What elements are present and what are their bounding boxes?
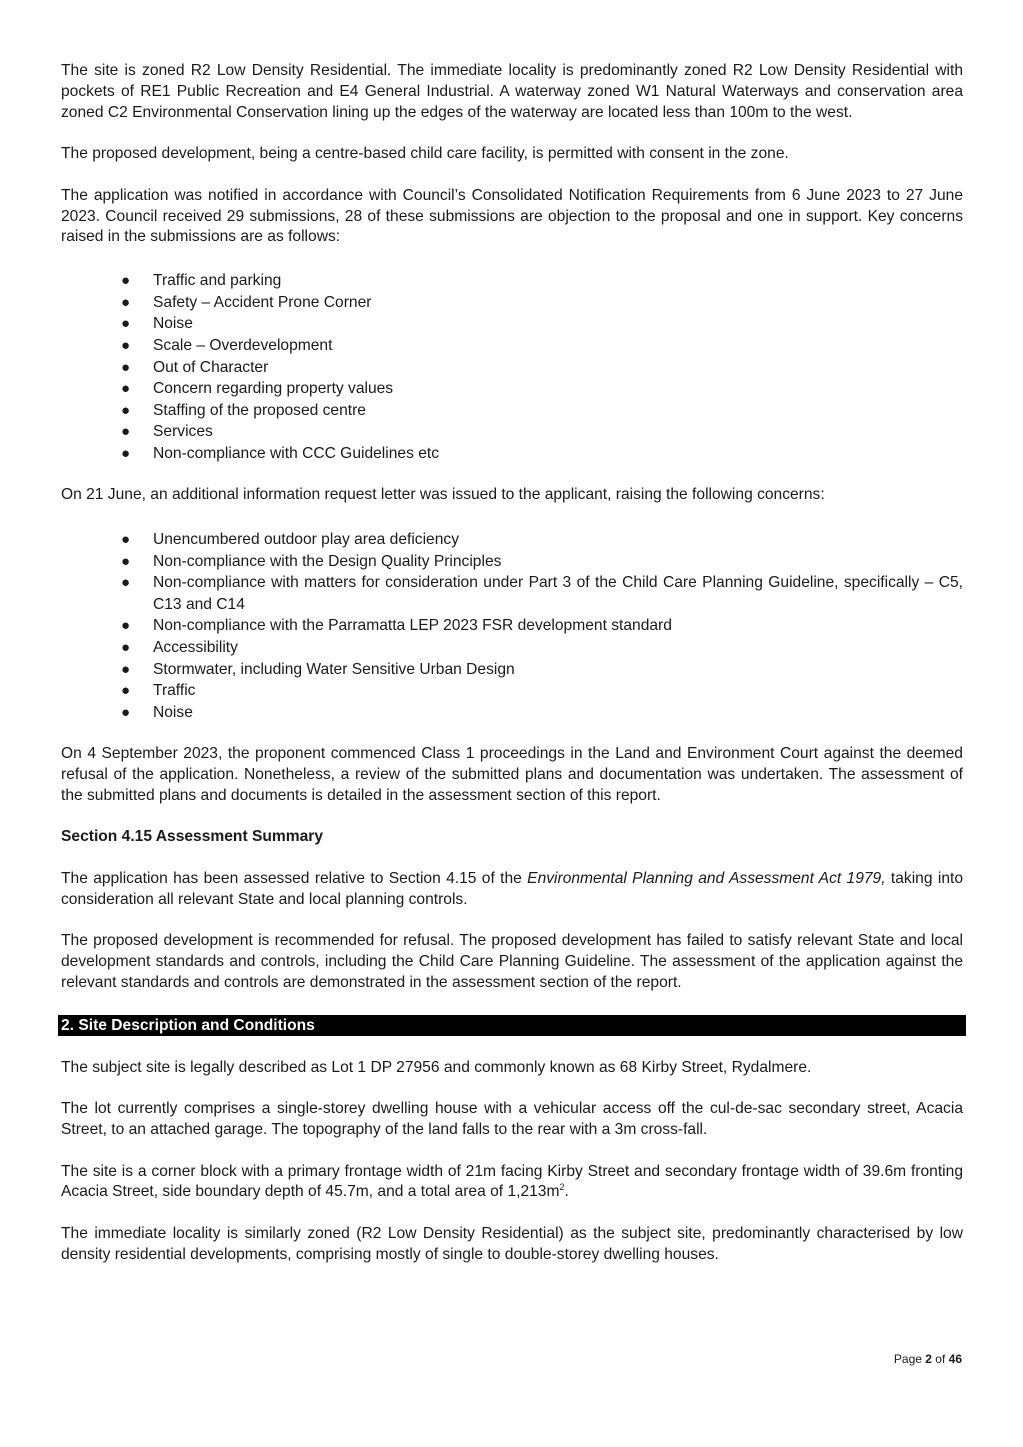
assessment-summary-paragraph [61,869,963,911]
site-description-heading: 2. Site Description and Conditions [58,1015,966,1036]
bullet-text: Non-compliance with matters for consideration under Part 3 of the Child Care Planning Guideline, specifically – C5, C13 and C14 [153,574,963,613]
bullet-icon: ● [121,444,131,462]
bullet-text: Concern regarding property values [153,380,394,398]
bullet-item [121,378,963,400]
bullet-text: Out of Character [153,358,269,376]
bullet-item [121,529,963,551]
page-total: 46 [948,1352,962,1366]
area-superscript: 2 [559,1182,565,1193]
bullet-text: Noise [153,315,193,333]
bullet-item [121,680,963,702]
notification-paragraph: The application was notified in accordance with Council’s Consolidated Notification Requirements from 6 June 2023 to 27 June 2023. Council received 29 submissions, 28 of these submissions are objection to the proposal and one in support. Key concerns raised in the submissions are as follows: [61,186,963,246]
locality-paragraph: The immediate locality is similarly zoned (R2 Low Density Residential) as the subject site, predominantly characterised by low density residential developments, comprising mostly of single to double-storey dwelling houses. [61,1224,963,1263]
bullet-item [121,659,963,681]
bullet-item [121,615,963,637]
bullet-icon: ● [121,336,131,354]
page-footer [894,1352,962,1366]
permissibility-paragraph: The proposed development, being a centre-based child care facility, is permitted with consent in the zone. [61,145,789,163]
frontage-paragraph [61,1162,963,1204]
bullet-text: Non-compliance with CCC Guidelines etc [153,444,440,462]
bullet-item [121,357,963,379]
document-page [61,61,963,1266]
bullet-item [121,702,963,724]
bullet-icon: ● [121,423,131,441]
request-paragraph: On 21 June, an additional information request letter was issued to the applicant, raising the following concerns: [61,486,825,504]
recommendation-paragraph: The proposed development is recommended for refusal. The proposed development has failed to satisfy relevant State and local development standards and controls, including the Child Care Planning Guideline. The assessment of the application against the relevant standards and controls are demonstrated in the assessment section of the report. [61,932,963,992]
bullet-text: Traffic [153,682,196,700]
summary-text-before: The application has been assessed relative to Section 4.15 of the [61,870,528,888]
bullet-icon: ● [121,531,131,549]
bullet-text: Services [153,423,213,441]
bullet-text: Unencumbered outdoor play area deficiency [153,531,459,549]
bullet-icon: ● [121,401,131,419]
bullet-icon: ● [121,639,131,657]
bullet-icon: ● [121,315,131,333]
frontage-end: . [564,1183,569,1201]
bullet-icon: ● [121,682,131,700]
bullet-item [121,292,963,314]
bullet-icon: ● [121,703,131,721]
bullet-item [121,335,963,357]
court-paragraph: On 4 September 2023, the proponent commenced Class 1 proceedings in the Land and Environment Court against the deemed refusal of the application. Nonetheless, a review of the submitted plans and documentation was undertaken. The assessment of the submitted plans and documents is detailed in the assessment section of this report. [61,745,963,804]
act-title: Environmental Planning and Assessment Act 1979, [527,870,886,888]
bullet-item [121,270,963,292]
bullet-item [121,572,963,615]
bullet-item [121,313,963,335]
bullet-icon: ● [121,552,131,570]
bullet-icon: ● [121,358,131,376]
bullet-text: Traffic and parking [153,272,282,290]
bullet-text: Non-compliance with the Design Quality Principles [153,552,502,570]
bullet-text: Accessibility [153,639,238,657]
page-number: 2 [925,1352,932,1366]
bullet-text: Noise [153,703,193,721]
summary-text-after: taking into consideration all relevant State and local planning controls. [61,870,964,908]
bullet-item [121,421,963,443]
legal-description-paragraph: The subject site is legally described as Lot 1 DP 27956 and commonly known as 68 Kirby Street, Rydalmere. [61,1058,812,1076]
bullet-item [121,443,963,465]
bullet-icon: ● [121,660,131,678]
of-label: of [931,1352,949,1366]
bullet-text: Scale – Overdevelopment [153,336,333,354]
bullet-icon: ● [121,574,131,592]
bullet-text: Non-compliance with the Parramatta LEP 2023 FSR development standard [153,617,672,635]
lot-paragraph: The lot currently comprises a single-storey dwelling house with a vehicular access off the cul-de-sac secondary street, Acacia Street, to an attached garage. The topography of the land falls to the rear with a 3m cross-fall. [61,1100,963,1138]
zoning-paragraph: The site is zoned R2 Low Density Residential. The immediate locality is predominantly zoned R2 Low Density Residential with pockets of RE1 Public Recreation and E4 General Industrial. A waterway zoned W1 Natural Waterways and conservation area zoned C2 Environmental Conservation lining up the edges of the waterway are located less than 100m to the west. [61,62,963,121]
assessment-summary-heading: Section 4.15 Assessment Summary [61,828,324,846]
bullet-text: Staffing of the proposed centre [153,401,366,419]
bullet-icon: ● [121,617,131,635]
frontage-text: The site is a corner block with a primary frontage width of 21m facing Kirby Street and secondary frontage width of 39.6m fronting Acacia Street, side boundary depth of 45.7m, and a total area of 1,213m [61,1162,963,1201]
submission-concerns-list [61,270,963,464]
bullet-item [121,637,963,659]
bullet-icon: ● [121,272,131,290]
bullet-item [121,400,963,422]
bullet-text: Safety – Accident Prone Corner [153,293,372,311]
bullet-icon: ● [121,380,131,398]
bullet-icon: ● [121,293,131,311]
bullet-item [121,551,963,573]
bullet-text: Stormwater, including Water Sensitive Urban Design [153,660,515,678]
request-concerns-list [61,529,963,723]
page-label: Page [893,1352,926,1366]
